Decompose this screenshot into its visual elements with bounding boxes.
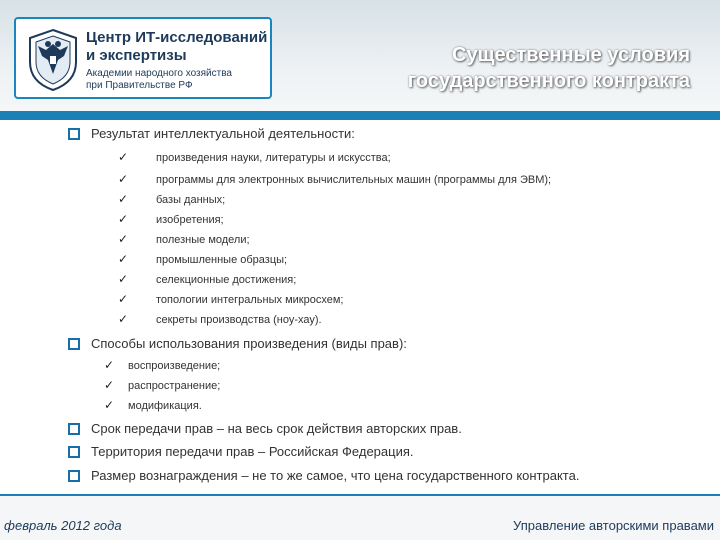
- checkmark-icon: ✓: [118, 272, 129, 286]
- checkmark-icon: ✓: [118, 172, 129, 186]
- logo-subtitle-line-1: Академии народного хозяйства: [86, 68, 232, 79]
- list-item: распространение;: [128, 380, 221, 392]
- checkmark-icon: ✓: [104, 398, 115, 412]
- logo-subtitle-line-2: при Правительстве РФ: [86, 80, 193, 91]
- list-item: воспроизведение;: [128, 360, 221, 372]
- list-item: произведения науки, литературы и искусства;: [156, 152, 391, 164]
- bullet-square-icon: [68, 470, 80, 482]
- bullet-square-icon: [68, 446, 80, 458]
- checkmark-icon: ✓: [118, 252, 129, 266]
- list-item: секреты производства (ноу-хау).: [156, 314, 322, 326]
- section-heading: Результат интеллектуальной деятельности:: [91, 126, 355, 141]
- organization-logo: [14, 17, 272, 99]
- bullet-square-icon: [68, 423, 80, 435]
- list-item: модификация.: [128, 400, 202, 412]
- footer-date: февраль 2012 года: [4, 518, 122, 533]
- slide-title-line-2: государственного контракта: [407, 70, 690, 92]
- section-heading: Размер вознаграждения – не то же самое, что цена государственного контракта.: [91, 468, 580, 483]
- logo-title-line-2: и экспертизы: [86, 47, 187, 64]
- slide-title-line-1: Существенные условия: [452, 44, 690, 66]
- list-item: полезные модели;: [156, 234, 250, 246]
- logo-title-line-1: Центр ИТ-исследований: [86, 29, 268, 46]
- list-item: топологии интегральных микросхем;: [156, 294, 344, 306]
- section-heading: Способы использования произведения (виды прав):: [91, 336, 407, 351]
- section-heading: Территория передачи прав – Российская Федерация.: [91, 444, 414, 459]
- checkmark-icon: ✓: [104, 378, 115, 392]
- checkmark-icon: ✓: [118, 212, 129, 226]
- eagle-emblem-icon: [24, 26, 82, 92]
- bullet-square-icon: [68, 128, 80, 140]
- checkmark-icon: ✓: [104, 358, 115, 372]
- slide-footer: [0, 494, 720, 540]
- slide-title: [408, 42, 690, 94]
- list-item: базы данных;: [156, 194, 226, 206]
- list-item: селекционные достижения;: [156, 274, 297, 286]
- checkmark-icon: ✓: [118, 232, 129, 246]
- footer-department: Управление авторскими правами: [513, 518, 714, 533]
- section-heading: Срок передачи прав – на весь срок действия авторских прав.: [91, 421, 462, 436]
- footer-divider: [0, 494, 720, 496]
- checkmark-icon: ✓: [118, 150, 129, 164]
- list-item: программы для электронных вычислительных машин (программы для ЭВМ);: [156, 174, 552, 186]
- header-accent-bar: [0, 111, 720, 120]
- list-item: промышленные образцы;: [156, 254, 288, 266]
- list-item: изобретения;: [156, 214, 224, 226]
- bullet-square-icon: [68, 338, 80, 350]
- checkmark-icon: ✓: [118, 192, 129, 206]
- checkmark-icon: ✓: [118, 312, 129, 326]
- checkmark-icon: ✓: [118, 292, 129, 306]
